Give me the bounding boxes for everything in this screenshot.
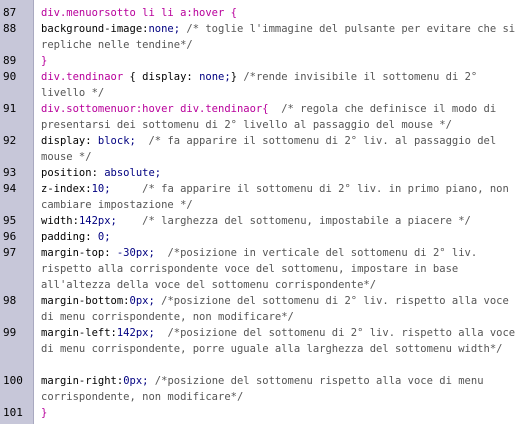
line-number: 94 xyxy=(3,182,17,195)
code-token-val: block; xyxy=(97,135,136,147)
code-token-sel: div.sottomenuor:hover div.tendinaor{ xyxy=(41,103,269,115)
code-text xyxy=(41,181,525,213)
code-token-br: } xyxy=(230,71,238,83)
code-token-sel: div.tendinaor xyxy=(41,71,130,83)
code-token-cmt: /*posizione in verticale del sottomenu di 2° liv. rispetto alla corrispondente voce del sottomenu, impostare in base all'altezza della voce del sottomenu corrispondente*/ xyxy=(41,247,484,291)
line-number: 87 xyxy=(3,6,17,19)
line-number: 95 xyxy=(3,214,17,227)
code-text xyxy=(41,69,525,101)
code-token-val: none; xyxy=(148,23,181,35)
code-token-prop: width: xyxy=(41,215,79,227)
code-text xyxy=(41,101,525,133)
code-token-val: 10; xyxy=(91,183,111,195)
line-number: 91 xyxy=(3,102,17,115)
line-number: 98 xyxy=(3,294,17,307)
code-token-sel: } xyxy=(41,407,48,419)
code-text xyxy=(41,373,525,405)
code-text xyxy=(41,21,525,53)
code-token-prop: display: xyxy=(142,71,200,83)
code-text xyxy=(41,293,525,325)
code-token-cmt: /*posizione del sottomenu rispetto alla voce di menu corrispondente, non modificare*/ xyxy=(41,375,490,403)
line-number: 101 xyxy=(3,406,23,419)
code-token-prop: display: xyxy=(41,135,98,147)
code-token-prop: margin-left: xyxy=(41,327,117,339)
code-token-val: 0px; xyxy=(123,375,149,387)
code-token-cmt: /* fa apparire il sottomenu di 2° liv. in primo piano, non cambiare impostazione */ xyxy=(41,183,516,211)
line-number: 93 xyxy=(3,166,17,179)
code-token-cmt: /*posizione del sottomenu di 2° liv. rispetto alla voce di menu corrispondente, non modificare*/ xyxy=(41,295,516,323)
line-number: 90 xyxy=(3,70,17,83)
code-token-sel: div.menuorsotto li li a:hover { xyxy=(41,7,237,19)
code-token-cmt: /* larghezza del sottomenu, impostabile a piacere */ xyxy=(116,215,471,227)
line-number: 99 xyxy=(3,326,17,339)
line-number: 100 xyxy=(3,374,23,387)
code-text xyxy=(41,229,525,245)
code-token-val: none; xyxy=(199,71,231,83)
code-token-val: 0; xyxy=(97,231,111,243)
code-text xyxy=(41,53,525,69)
code-token-cmt: /* regola che definisce il modo di presentarsi dei sottomenu di 2° livello al passaggio del mouse */ xyxy=(41,103,503,131)
code-token-val: -30px; xyxy=(116,247,155,259)
code-token-val: 0px; xyxy=(129,295,155,307)
line-number: 89 xyxy=(3,54,17,67)
code-text xyxy=(41,5,525,21)
code-token-prop: margin-top: xyxy=(41,247,117,259)
code-text xyxy=(41,325,525,357)
code-text xyxy=(41,133,525,165)
code-token-val: absolute; xyxy=(104,167,162,179)
code-token-val: 142px; xyxy=(116,327,155,339)
code-token-prop: margin-right: xyxy=(41,375,124,387)
code-token-br: { xyxy=(129,71,143,83)
line-number: 97 xyxy=(3,246,17,259)
code-token-sel: } xyxy=(41,55,48,67)
line-number: 96 xyxy=(3,230,17,243)
code-token-prop: padding: xyxy=(41,231,98,243)
code-text xyxy=(41,165,525,181)
line-number: 92 xyxy=(3,134,17,147)
code-token-cmt: /*rende invisibile il sottomenu di 2° livello */ xyxy=(41,71,484,99)
line-number: 88 xyxy=(3,22,17,35)
code-text xyxy=(41,245,525,293)
code-token-prop: background-image: xyxy=(41,23,149,35)
code-text xyxy=(41,405,525,421)
code-text xyxy=(41,213,525,229)
code-token-prop: position: xyxy=(41,167,105,179)
code-token-val: 142px; xyxy=(78,215,117,227)
code-token-prop: z-index: xyxy=(41,183,92,195)
code-token-cmt: /* fa apparire il sottomenu di 2° liv. al passaggio del mouse */ xyxy=(41,135,503,163)
code-token-cmt: /* toglie l'immagine del pulsante per evitare che si repliche nelle tendine*/ xyxy=(41,23,522,51)
code-token-cmt: /*posizione del sottomenu di 2° liv. rispetto alla voce di menu corrispondente, porre uguale alla larghezza del sottomenu width*/ xyxy=(41,327,522,355)
code-token-prop: margin-bottom: xyxy=(41,295,130,307)
